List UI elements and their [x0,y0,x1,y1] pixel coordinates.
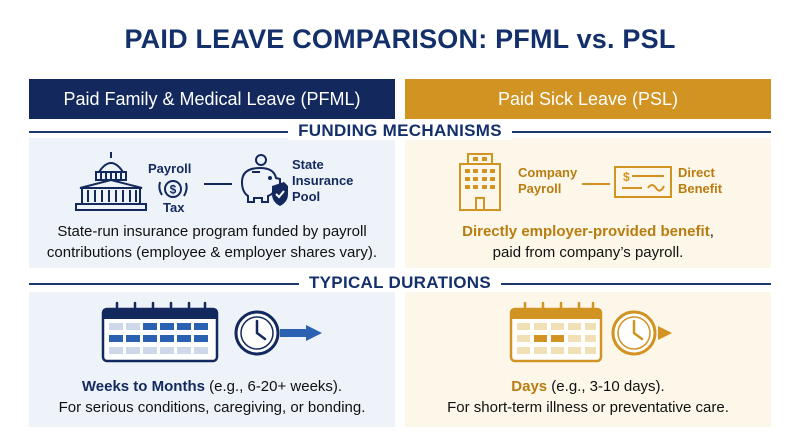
page-title: PAID LEAVE COMPARISON: PFML vs. PSL [124,24,676,54]
pfml-duration-bold: Weeks to Months [81,378,205,395]
flow-connector-psl [582,183,610,185]
arrow-right-short-icon [658,326,672,340]
company-label-line1: Company [518,165,578,180]
tax-label: Tax [163,200,185,215]
piggy-bank-shield-icon [234,152,290,208]
psl-duration-bold: Days [511,378,548,395]
company-label-line2: Payroll [518,181,562,196]
psl-funding-desc-bold: Directly employer-provided benefit [462,223,710,240]
funding-section-title: FUNDING MECHANISMS [288,121,512,140]
svg-text:$: $ [169,182,177,197]
psl-duration-description [405,376,771,418]
pfml-funding-desc-line1: State-run insurance program funded by payroll [57,223,367,240]
svg-text:$: $ [623,170,630,184]
direct-label-line2: Benefit [678,181,723,196]
pool-label-line1: State [292,157,324,172]
pfml-duration-description [29,376,395,418]
payroll-label: Payroll [148,161,192,176]
flow-connector [204,183,232,185]
check-icon [614,166,672,198]
pool-label-line2: Insurance [292,173,354,188]
psl-duration-rest: (e.g., 3-10 days). [547,378,665,395]
pfml-duration-rest: (e.g., 6-20+ weeks). [204,378,343,395]
arrow-right-icon [280,325,322,341]
durations-section-title: TYPICAL DURATIONS [299,273,501,292]
pfml-column-header: Paid Family & Medical Leave (PFML) [29,79,395,119]
psl-funding-description [405,221,771,263]
psl-duration-line2: For short-term illness or preventative care. [447,399,729,416]
clock-icon-psl [610,309,658,357]
pfml-duration-line2: For serious conditions, caregiving, or bonding. [58,399,366,416]
calendar-weeks-icon [101,301,219,363]
dollar-cycle-icon [156,176,190,202]
clock-icon [233,309,281,357]
psl-funding-desc-rest: , [709,223,714,240]
pfml-funding-desc-line2: contributions (employee & employer shares vary). [46,244,378,261]
capitol-building-icon [74,150,148,212]
pool-label-line3: Pool [292,189,321,204]
office-building-icon [456,152,504,212]
direct-label-line1: Direct [678,165,715,180]
pfml-funding-description [29,221,395,263]
psl-funding-desc-line2: paid from company’s payroll. [492,244,684,261]
calendar-days-icon [509,301,603,363]
psl-column-header: Paid Sick Leave (PSL) [405,79,771,119]
